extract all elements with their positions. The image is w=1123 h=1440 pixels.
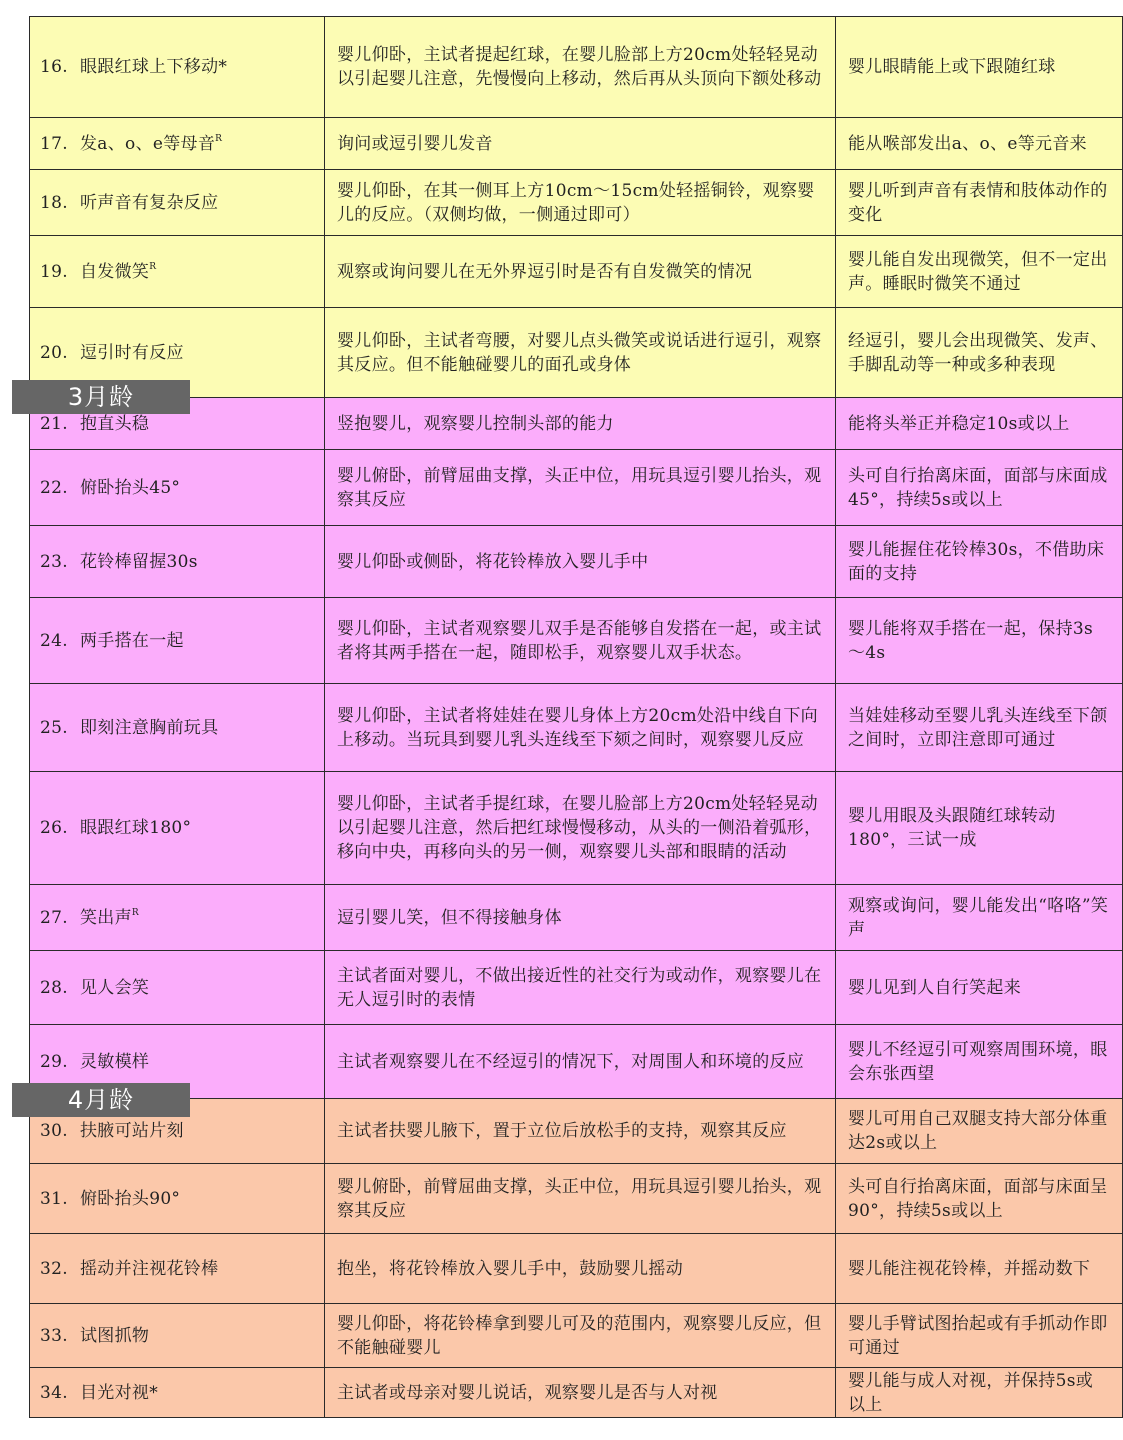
item-name: 花铃棒留握30s	[80, 551, 198, 572]
method-cell: 询问或逗引婴儿发音	[325, 118, 836, 170]
item-cell	[30, 1164, 325, 1234]
item-cell	[30, 951, 325, 1025]
item-name: 目光对视*	[80, 1382, 158, 1403]
table-row	[30, 951, 1123, 1025]
item-number: 18.	[40, 192, 68, 213]
table-row	[30, 236, 1123, 308]
item-number: 22.	[40, 477, 68, 498]
item-name: 试图抓物	[80, 1325, 150, 1346]
criterion-cell: 能将头举正并稳定10s或以上	[836, 398, 1123, 450]
item-number: 34.	[40, 1382, 68, 1403]
item-name: 眼跟红球上下移动*	[80, 57, 228, 77]
method-cell: 婴儿仰卧，主试者将娃娃在婴儿身体上方20cm处沿中线自下向上移动。当玩具到婴儿乳头连线至下颏之间时，观察婴儿反应	[325, 684, 836, 772]
assessment-table-container	[29, 16, 1109, 1418]
method-cell: 逗引婴儿笑，但不得接触身体	[325, 885, 836, 951]
item-cell	[30, 598, 325, 684]
table-row	[30, 1234, 1123, 1304]
criterion-cell: 婴儿眼睛能上或下跟随红球	[836, 17, 1123, 118]
table-row	[30, 598, 1123, 684]
item-number: 27.	[40, 907, 68, 928]
method-cell: 主试者面对婴儿，不做出接近性的社交行为或动作，观察婴儿在无人逗引时的表情	[325, 951, 836, 1025]
method-cell: 婴儿仰卧，主试者提起红球，在婴儿脸部上方20cm处轻轻晃动以引起婴儿注意，先慢慢向上移动，然后再从头顶向下额处移动	[325, 17, 836, 118]
item-cell	[30, 450, 325, 526]
item-name: 听声音有复杂反应	[80, 192, 219, 213]
criterion-cell: 头可自行抬离床面，面部与床面呈90°，持续5s或以上	[836, 1164, 1123, 1234]
item-name: 俯卧抬头45°	[80, 477, 181, 498]
method-cell: 竖抱婴儿，观察婴儿控制头部的能力	[325, 398, 836, 450]
method-cell: 婴儿仰卧，在其一侧耳上方10cm～15cm处轻摇铜铃，观察婴儿的反应。（双侧均做，一侧通过即可）	[325, 170, 836, 236]
criterion-cell: 婴儿听到声音有表情和肢体动作的变化	[836, 170, 1123, 236]
item-name: 笑出声	[80, 907, 132, 928]
item-superscript: R	[215, 133, 223, 144]
table-row	[30, 17, 1123, 118]
item-number: 20.	[40, 342, 68, 363]
item-number: 19.	[40, 261, 68, 282]
item-number: 31.	[40, 1188, 68, 1209]
table-row	[30, 170, 1123, 236]
item-name: 即刻注意胸前玩具	[80, 717, 219, 738]
item-cell	[30, 684, 325, 772]
item-number: 33.	[40, 1325, 68, 1346]
item-cell	[30, 885, 325, 951]
assessment-table	[29, 16, 1123, 1418]
method-cell: 主试者观察婴儿在不经逗引的情况下，对周围人和环境的反应	[325, 1025, 836, 1099]
method-cell: 抱坐，将花铃棒放入婴儿手中，鼓励婴儿摇动	[325, 1234, 836, 1304]
item-name: 俯卧抬头90°	[80, 1188, 181, 1209]
item-name: 摇动并注视花铃棒	[80, 1258, 219, 1279]
item-cell	[30, 772, 325, 885]
item-name: 见人会笑	[80, 977, 150, 998]
item-number: 17.	[40, 133, 68, 154]
method-cell: 婴儿仰卧，主试者手提红球，在婴儿脸部上方20cm处轻轻晃动以引起婴儿注意，然后把红球慢慢移动，从头的一侧沿着弧形，移向中央，再移向头的另一侧，观察婴儿头部和眼睛的活动	[325, 772, 836, 885]
criterion-cell: 当娃娃移动至婴儿乳头连线至下颌之间时，立即注意即可通过	[836, 684, 1123, 772]
table-row	[30, 1025, 1123, 1099]
table-row	[30, 450, 1123, 526]
criterion-cell: 婴儿能将双手搭在一起，保持3s～4s	[836, 598, 1123, 684]
item-number: 21.	[40, 413, 68, 434]
method-cell: 观察或询问婴儿在无外界逗引时是否有自发微笑的情况	[325, 236, 836, 308]
item-cell	[30, 170, 325, 236]
criterion-cell: 头可自行抬离床面，面部与床面成45°，持续5s或以上	[836, 450, 1123, 526]
criterion-cell: 婴儿可用自己双腿支持大部分体重达2s或以上	[836, 1099, 1123, 1164]
criterion-cell: 经逗引，婴儿会出现微笑、发声、手脚乱动等一种或多种表现	[836, 308, 1123, 398]
criterion-cell: 婴儿能与成人对视，并保持5s或以上	[836, 1368, 1123, 1418]
method-cell: 婴儿俯卧，前臂屈曲支撑，头正中位，用玩具逗引婴儿抬头，观察其反应	[325, 1164, 836, 1234]
criterion-cell: 婴儿不经逗引可观察周围环境，眼会东张西望	[836, 1025, 1123, 1099]
item-cell	[30, 1368, 325, 1418]
method-cell: 婴儿仰卧或侧卧，将花铃棒放入婴儿手中	[325, 526, 836, 598]
item-number: 32.	[40, 1258, 68, 1279]
item-number: 30.	[40, 1121, 68, 1141]
table-row	[30, 526, 1123, 598]
item-cell	[30, 1234, 325, 1304]
item-superscript: R	[149, 261, 157, 272]
criterion-cell: 婴儿能注视花铃棒，并摇动数下	[836, 1234, 1123, 1304]
method-cell: 婴儿仰卧，将花铃棒拿到婴儿可及的范围内，观察婴儿反应，但不能触碰婴儿	[325, 1304, 836, 1368]
item-name: 自发微笑	[80, 261, 150, 282]
table-row	[30, 684, 1123, 772]
item-number: 23.	[40, 551, 68, 572]
criterion-cell: 能从喉部发出a、o、e等元音来	[836, 118, 1123, 170]
item-cell	[30, 118, 325, 170]
item-number: 24.	[40, 630, 68, 651]
method-cell: 婴儿仰卧，主试者弯腰，对婴儿点头微笑或说话进行逗引，观察其反应。但不能触碰婴儿的面孔或身体	[325, 308, 836, 398]
criterion-cell: 观察或询问，婴儿能发出“咯咯”笑声	[836, 885, 1123, 951]
item-name: 眼跟红球180°	[80, 818, 192, 838]
method-cell: 婴儿俯卧，前臂屈曲支撑，头正中位，用玩具逗引婴儿抬头，观察其反应	[325, 450, 836, 526]
item-name: 扶腋可站片刻	[80, 1121, 184, 1141]
item-cell	[30, 17, 325, 118]
method-cell: 主试者或母亲对婴儿说话，观察婴儿是否与人对视	[325, 1368, 836, 1418]
item-name: 逗引时有反应	[80, 342, 184, 363]
item-name: 抱直头稳	[80, 413, 150, 434]
item-number: 25.	[40, 717, 68, 738]
table-row	[30, 885, 1123, 951]
item-number: 16.	[40, 57, 68, 77]
month-label-4: 4月龄	[12, 1083, 190, 1117]
item-cell	[30, 526, 325, 598]
table-row	[30, 118, 1123, 170]
month-label-3: 3月龄	[12, 380, 190, 414]
item-name: 发a、o、e等母音	[80, 133, 216, 154]
method-cell: 婴儿仰卧，主试者观察婴儿双手是否能够自发搭在一起，或主试者将其两手搭在一起，随即松手，观察婴儿双手状态。	[325, 598, 836, 684]
criterion-cell: 婴儿手臂试图抬起或有手抓动作即可通过	[836, 1304, 1123, 1368]
method-cell: 主试者扶婴儿腋下，置于立位后放松手的支持，观察其反应	[325, 1099, 836, 1164]
item-name: 两手搭在一起	[80, 630, 184, 651]
criterion-cell: 婴儿能握住花铃棒30s，不借助床面的支持	[836, 526, 1123, 598]
item-cell	[30, 236, 325, 308]
table-row	[30, 1099, 1123, 1164]
item-cell	[30, 1304, 325, 1368]
table-row	[30, 1304, 1123, 1368]
table-row	[30, 398, 1123, 450]
table-row	[30, 1368, 1123, 1418]
item-number: 28.	[40, 977, 68, 998]
criterion-cell: 婴儿用眼及头跟随红球转动180°，三试一成	[836, 772, 1123, 885]
table-row	[30, 772, 1123, 885]
table-row	[30, 1164, 1123, 1234]
item-name: 灵敏模样	[80, 1051, 150, 1072]
item-superscript: R	[131, 907, 139, 918]
table-row	[30, 308, 1123, 398]
criterion-cell: 婴儿见到人自行笑起来	[836, 951, 1123, 1025]
criterion-cell: 婴儿能自发出现微笑，但不一定出声。睡眠时微笑不通过	[836, 236, 1123, 308]
item-number: 29.	[40, 1051, 68, 1072]
item-number: 26.	[40, 818, 68, 838]
